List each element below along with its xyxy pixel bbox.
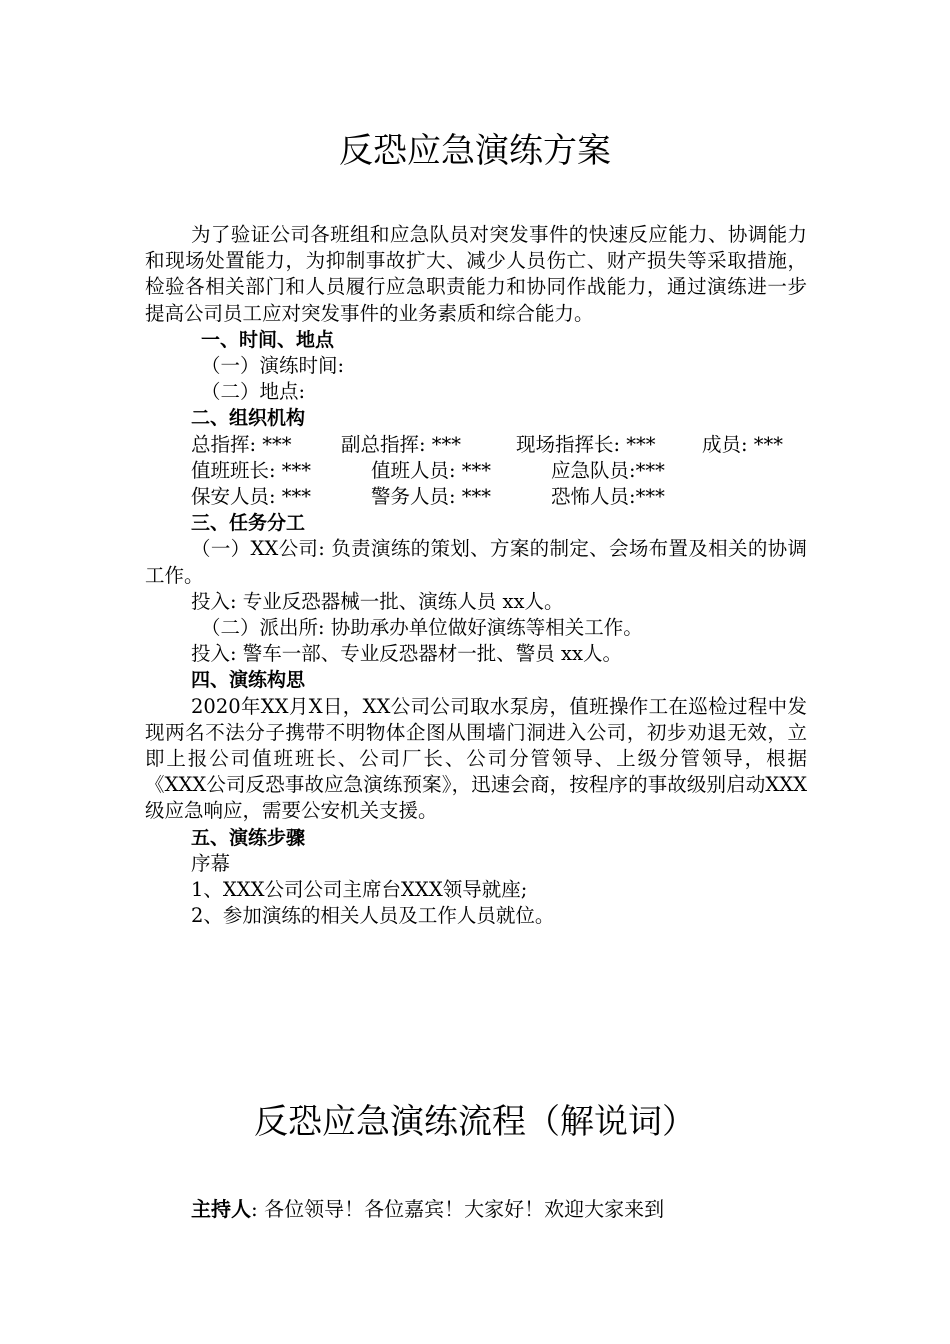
section-1-heading: 一、时间、地点	[201, 328, 335, 351]
org-emergency-team: 应急队员:***	[551, 458, 665, 482]
section-1-item-time: （一）演练时间:	[201, 354, 345, 378]
org-security-staff: 保安人员: ***	[191, 485, 312, 509]
prologue-label: 序幕	[191, 851, 231, 875]
step-2: 2、参加演练的相关人员及工作人员就位。	[191, 904, 555, 928]
org-row-3	[145, 484, 807, 510]
org-members: 成员: ***	[702, 432, 784, 456]
section-5-heading: 五、演练步骤	[191, 826, 306, 849]
intro-paragraph: 为了验证公司各班组和应急队员对突发事件的快速反应能力、协调能力和现场处置能力，为抑制事故扩大、减少人员伤亡、财产损失等采取措施，检验各相关部门和人员履行应急职责能力和协同作战能力，通过演练进一步提高公司员工应对突发事件的业务素质和综合能力。	[145, 223, 807, 325]
org-deputy-commander: 副总指挥: ***	[341, 432, 462, 456]
org-site-commander: 现场指挥长: ***	[516, 432, 656, 456]
step-1: 1、XXX公司公司主席台XXX领导就座;	[191, 878, 528, 902]
host-line	[191, 1196, 664, 1222]
org-terrorist-role: 恐怖人员:***	[551, 485, 665, 509]
task-police-paragraph: （二）派出所: 协助承办单位做好演练等相关工作。	[201, 616, 643, 640]
narration-title: 反恐应急演练流程（解说词）	[254, 1102, 696, 1142]
scenario-paragraph: 2020年XX月X日，XX公司公司取水泵房，值班操作工在巡检过程中发现两名不法分子携带不明物体企图从围墙门洞进入公司，初步劝退无效，立即上报公司值班班长、公司厂长、公司分管领导、上级分管领导，根据《XXX公司反恐事故应急演练预案》，迅速会商，按程序的事故级别启动XXX级应急响应，需要公安机关支援。	[145, 694, 807, 823]
section-2-heading: 二、组织机构	[191, 407, 306, 430]
task-police-input: 投入: 警车一部、专业反恐器材一批、警员 xx人。	[191, 642, 622, 666]
host-text: : 各位领导！各位嘉宾！大家好！欢迎大家来到	[251, 1197, 665, 1221]
org-shift-staff: 值班人员: ***	[371, 458, 492, 482]
document-body	[145, 222, 807, 929]
section-3-heading: 三、任务分工	[191, 512, 306, 535]
host-label: 主持人	[191, 1197, 251, 1221]
org-row-1	[145, 432, 807, 458]
org-shift-leader: 值班班长: ***	[191, 458, 312, 482]
task-company-paragraph: （一）XX公司: 负责演练的策划、方案的制定、会场布置及相关的协调工作。	[145, 537, 807, 587]
task-company-input: 投入: 专业反恐器械一批、演练人员 xx人。	[191, 589, 564, 613]
org-commander: 总指挥: ***	[191, 432, 292, 456]
document-title: 反恐应急演练方案	[339, 131, 611, 171]
org-row-2	[145, 458, 807, 484]
section-1-item-place: （二）地点:	[201, 380, 306, 404]
org-police-staff: 警务人员: ***	[371, 485, 492, 509]
section-4-heading: 四、演练构思	[191, 669, 306, 692]
